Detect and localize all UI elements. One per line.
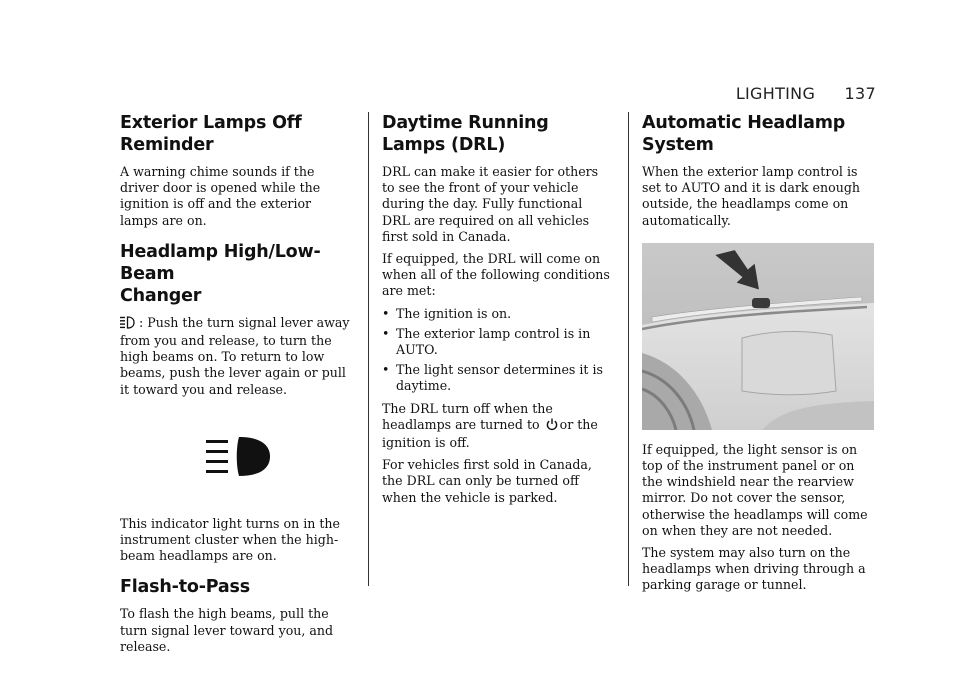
- changer-paragraph: : Push the turn signal lever away from you and release, to turn the high beams on. To return to low beams, push the lever again or pull it toward you and release.: [120, 314, 350, 397]
- column-1: [120, 108, 352, 661]
- column-2: [382, 108, 614, 512]
- high-beam-indicator-icon: [206, 436, 272, 478]
- drl-paragraph-1: DRL can make it easier for others to see the front of your vehicle during the day. Fully functional DRL are required on all vehicles first sold in Canada.: [382, 164, 599, 244]
- auto-paragraph-3: The system may also turn on the headlamps when driving through a parking garage or tunnel.: [642, 545, 866, 593]
- heading-daytime-running-lamps: Daytime Running Lamps (DRL): [382, 113, 549, 155]
- drl-paragraph-3: The DRL turn off when the headlamps are turned to or the ignition is off.: [382, 400, 598, 451]
- heading-flash-to-pass: Flash-to-Pass: [120, 577, 250, 598]
- indicator-paragraph: This indicator light turns on in the instrument cluster when the high-beam headlamps are on.: [120, 515, 340, 564]
- drl-paragraph-4: For vehicles first sold in Canada, the DRL can only be turned off when the vehicle is parked.: [382, 457, 592, 505]
- page-header: [736, 84, 876, 103]
- high-beam-icon: [120, 316, 135, 333]
- drl-paragraph-2: If equipped, the DRL will come on when all of the following conditions are met:: [382, 251, 610, 299]
- off-icon: [546, 418, 558, 435]
- column-divider: [628, 112, 629, 586]
- auto-paragraph-1: When the exterior lamp control is set to AUTO and it is dark enough outside, the headlamps come on automatically.: [642, 164, 860, 228]
- list-item: • The exterior lamp control is in AUTO.: [382, 326, 614, 358]
- column-divider: [368, 112, 369, 586]
- column-3: [642, 108, 876, 600]
- heading-exterior-lamps-off-reminder: Exterior Lamps Off Reminder: [120, 113, 302, 155]
- list-item: • The light sensor determines it is daytime.: [382, 362, 614, 394]
- flash-paragraph: To flash the high beams, pull the turn signal lever toward you, and release.: [120, 606, 334, 654]
- drl-conditions-list: [382, 306, 614, 395]
- page-number: 137: [844, 84, 876, 103]
- reminder-paragraph: A warning chime sounds if the driver door is opened while the ignition is off and the exterior lamps are on.: [120, 164, 321, 228]
- heading-automatic-headlamp-system: Automatic Headlamp System: [642, 113, 846, 155]
- section-name: LIGHTING: [735, 84, 816, 103]
- light-sensor-photo: [642, 243, 874, 430]
- list-item: • The ignition is on.: [382, 306, 614, 322]
- heading-high-low-beam-changer: Headlamp High/Low-Beam Changer: [120, 241, 321, 306]
- auto-paragraph-2: If equipped, the light sensor is on top of the instrument panel or on the windshield near the rearview mirror. Do not cover the sensor, otherwise the headlamps will come on when they are not needed.: [642, 441, 868, 538]
